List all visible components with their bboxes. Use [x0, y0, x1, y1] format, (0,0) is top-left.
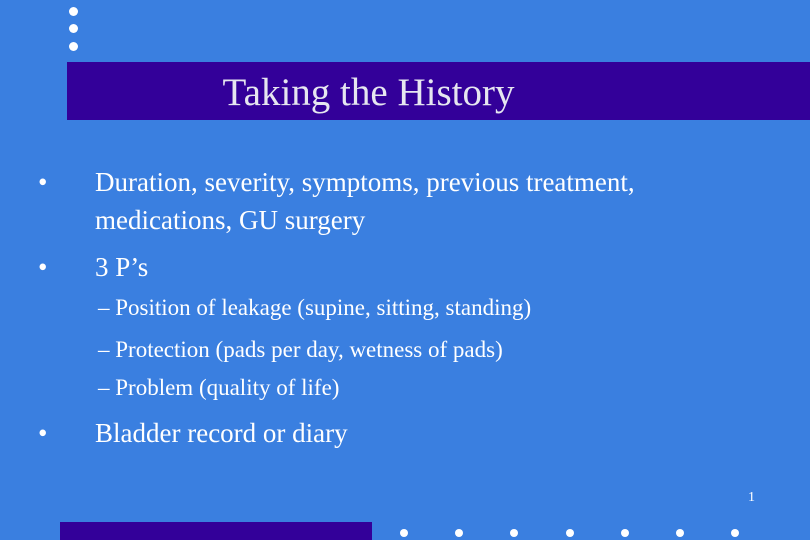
decor-dot [69, 24, 78, 33]
bullet-text: Bladder record or diary [95, 418, 348, 448]
decor-dot [731, 529, 739, 537]
page-number: 1 [748, 490, 755, 505]
decor-dot [676, 529, 684, 537]
slide-title: Taking the History [222, 71, 515, 114]
decor-dot [69, 42, 78, 51]
bottom-bar [60, 522, 372, 540]
bullet-text: medications, GU surgery [95, 205, 366, 235]
bullet-mark: • [38, 167, 48, 197]
decor-dot [621, 529, 629, 537]
sub-bullet-item: – Protection (pads per day, wetness of pads) [98, 337, 503, 362]
bullet-text: Duration, severity, symptoms, previous treatment, [95, 167, 635, 197]
decor-dot [455, 529, 463, 537]
sub-bullet-item: – Position of leakage (supine, sitting, standing) [98, 295, 532, 320]
decor-dot [510, 529, 518, 537]
bullet-mark: • [38, 418, 48, 448]
bullet-text: 3 P’s [95, 252, 149, 282]
sub-bullet-item: – Problem (quality of life) [98, 375, 340, 400]
decor-dot [400, 529, 408, 537]
bullet-mark: • [38, 252, 48, 282]
decor-dot [69, 7, 78, 16]
title-bar [67, 62, 810, 120]
decor-dot [566, 529, 574, 537]
